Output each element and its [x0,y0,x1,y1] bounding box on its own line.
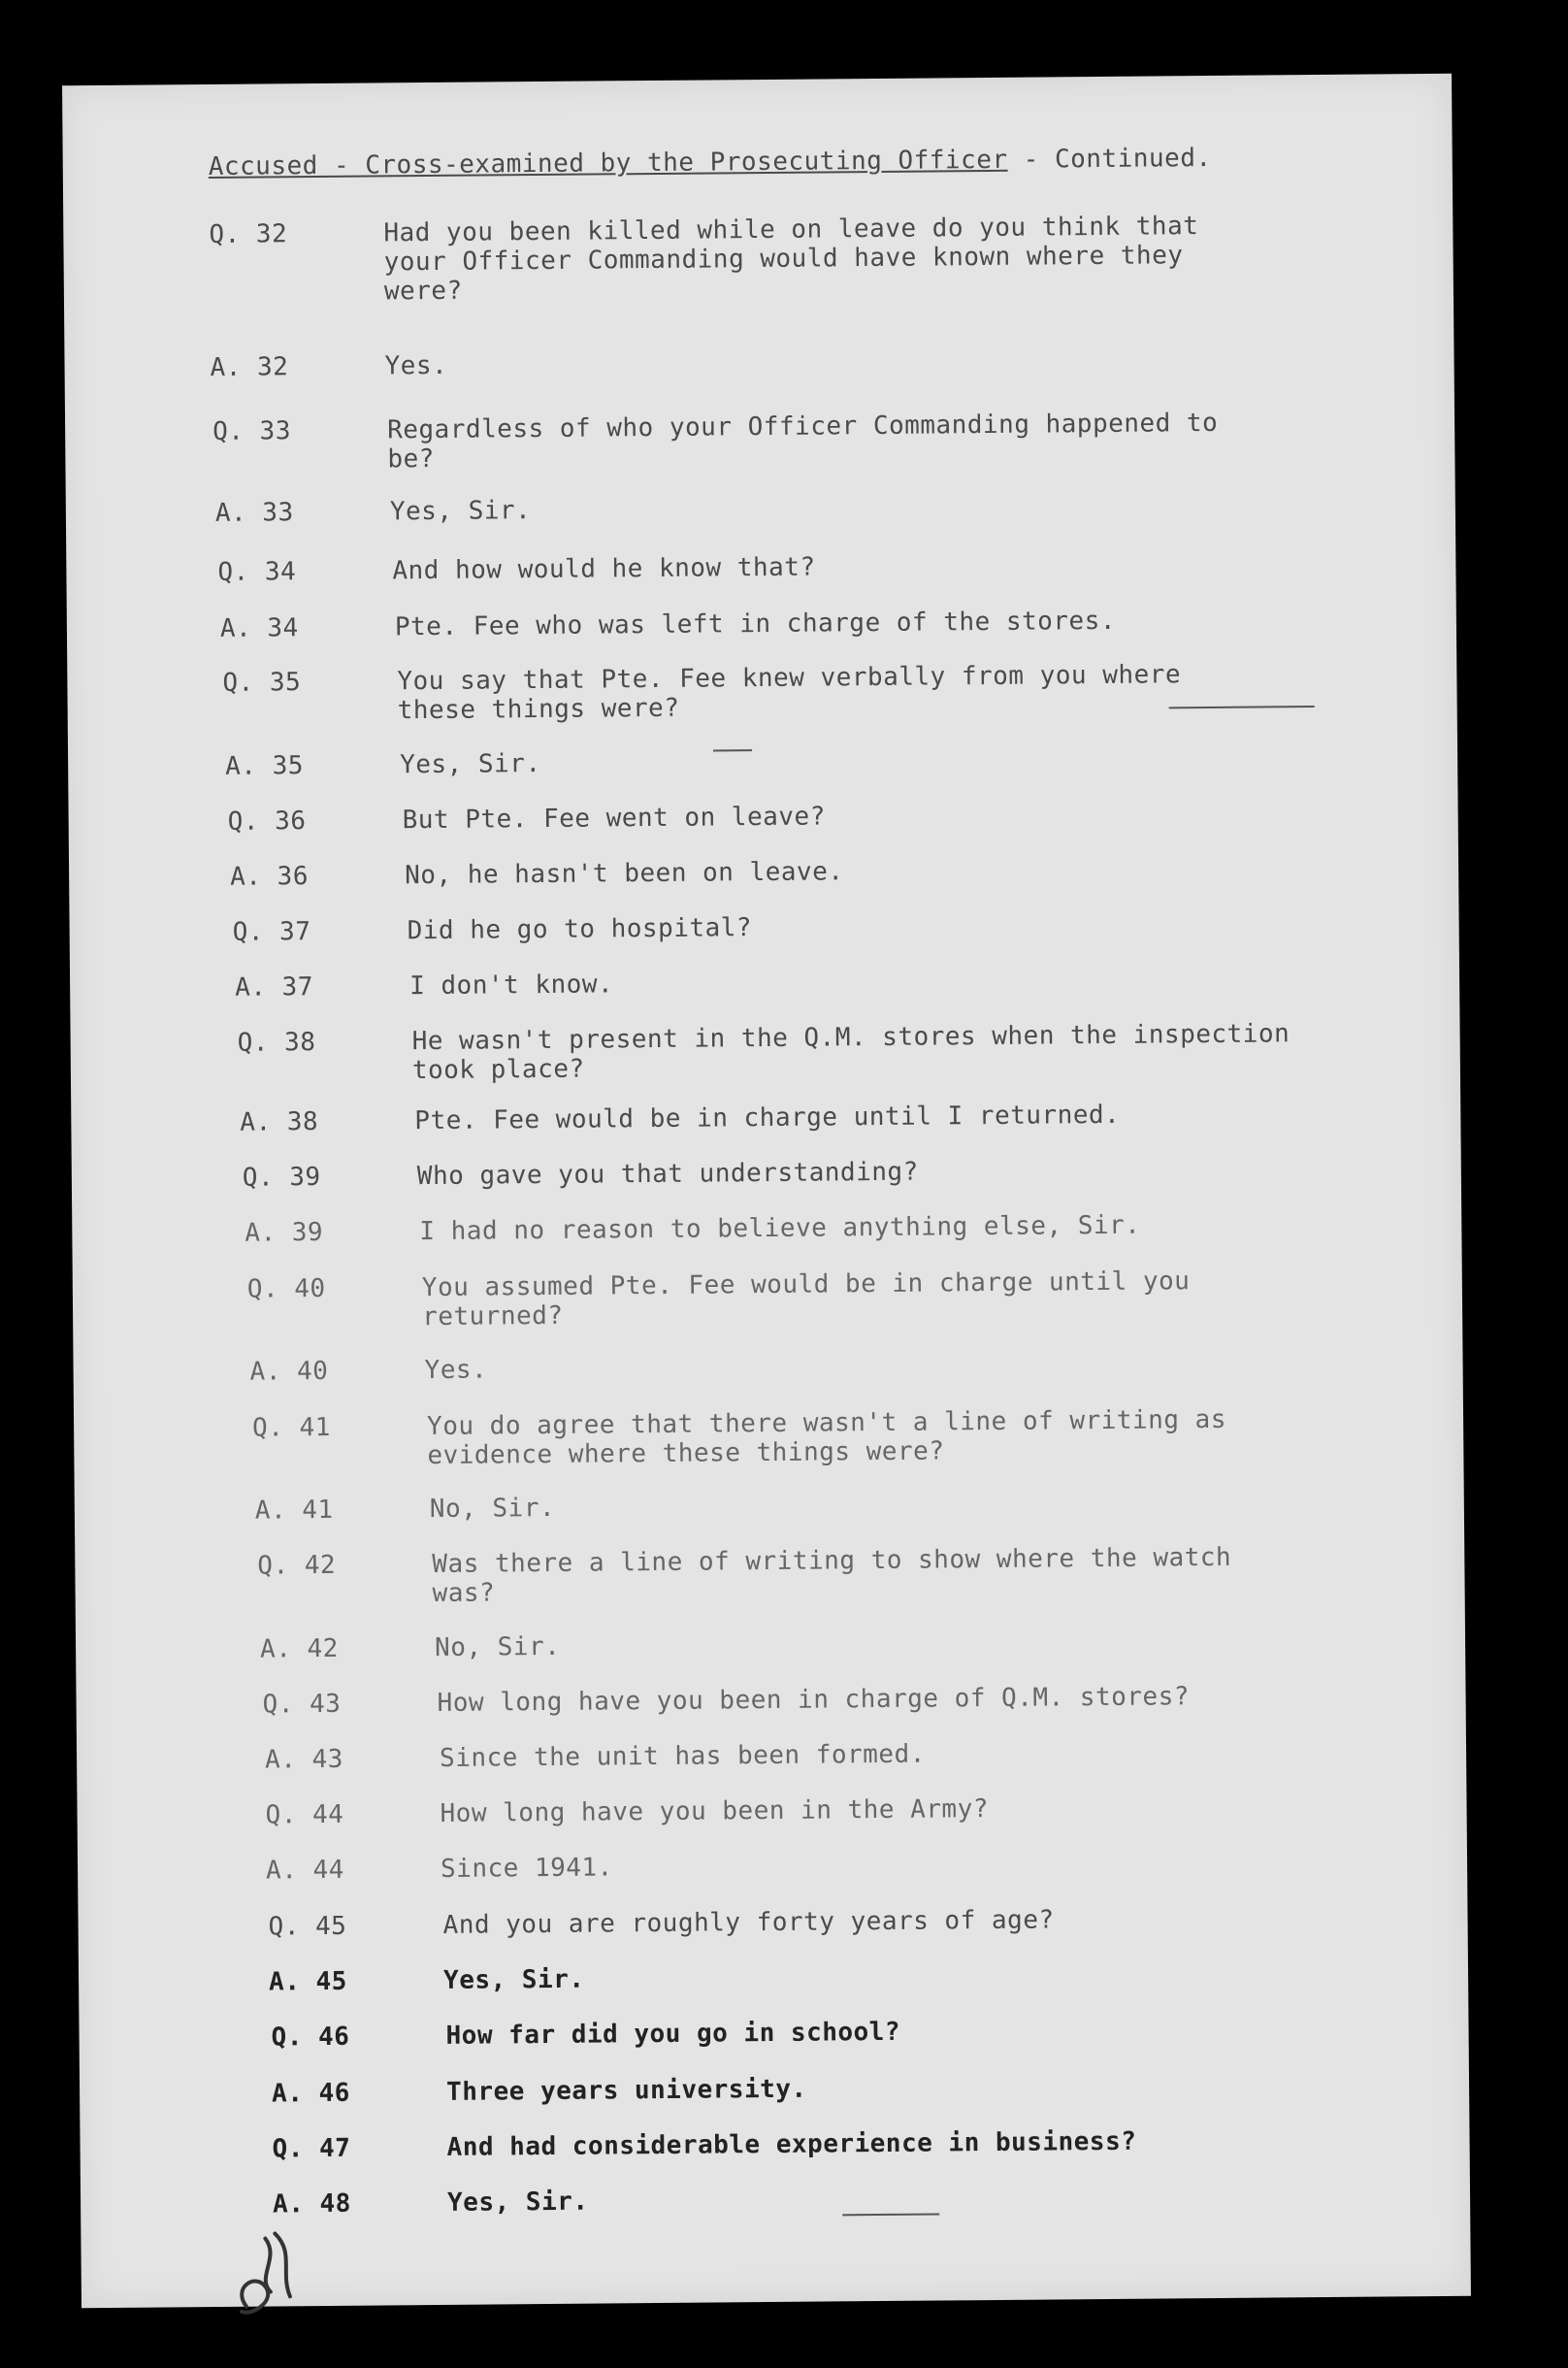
qa-entry [255,1486,1400,1525]
qa-label: A. 46 [271,2078,351,2109]
qa-label: A. 43 [264,1744,344,1775]
qa-text: He wasn't present in the Q.M. stores when the inspection took place? [411,1019,1290,1086]
header-suffix: - Continued. [1023,143,1212,175]
qa-entry [212,408,1357,476]
qa-entry [265,1791,1410,1829]
qa-label: Q. 41 [251,1412,332,1443]
qa-entry [233,907,1378,946]
qa-label: A. 38 [240,1107,319,1137]
qa-text: I had no reason to believe anything else, Sir. [419,1210,1141,1247]
qa-entry [243,1153,1388,1192]
qa-entry [240,1098,1385,1136]
qa-label: A. 41 [254,1495,334,1526]
qa-label: Q. 34 [217,557,297,587]
qa-label: Q. 43 [262,1689,342,1720]
qa-entry [225,742,1370,781]
handwritten-initials [226,2219,305,2326]
qa-entry [265,1735,1410,1774]
qa-text: Regardless of who your Officer Commanding happened to be? [387,408,1219,475]
page-header [209,144,1212,181]
qa-entry [209,211,1355,308]
qa-text: No, Sir. [429,1493,556,1525]
qa-label: A. 36 [230,862,310,892]
qa-label: A. 34 [219,613,299,643]
pen-mark [842,2213,939,2216]
qa-text: No, he hasn't been on leave. [405,857,844,891]
qa-entry [249,1347,1394,1386]
qa-entry [268,1902,1413,1941]
qa-label: Q. 47 [272,2133,351,2164]
qa-label: Q. 42 [257,1550,337,1581]
qa-text: And how would he know that? [392,552,816,586]
qa-label: Q. 36 [227,806,307,837]
qa-entry [269,1957,1414,1996]
qa-label: Q. 37 [232,917,311,947]
qa-entry [235,963,1380,1002]
qa-label: A. 45 [268,1966,348,1997]
qa-label: Q. 32 [209,219,288,249]
qa-label: Q. 44 [265,1799,344,1830]
qa-text: How far did you go in school? [445,2017,901,2051]
qa-label: A. 48 [272,2188,352,2220]
qa-entry [220,605,1365,643]
qa-label: Q. 45 [268,1911,347,1942]
qa-entry [272,2124,1417,2163]
qa-text: Three years university. [445,2074,807,2107]
qa-text: Was there a line of writing to show where the watch was? [432,1542,1232,1609]
qa-label: A. 35 [225,751,305,781]
qa-text: Yes. [384,350,448,381]
qa-entry [230,853,1375,892]
qa-label: A. 44 [265,1855,345,1886]
qa-text: Since the unit has been formed. [439,1739,926,1773]
qa-text: Yes. [424,1355,488,1386]
qa-entry [222,659,1367,727]
qa-text: No, Sir. [434,1631,561,1663]
qa-text: And had considerable experience in business? [446,2126,1137,2162]
qa-label: Q. 46 [271,2022,350,2053]
qa-text: Had you been killed while on leave do you think that your Officer Commanding would have known where they were? [383,212,1199,307]
qa-text: And you are roughly forty years of age? [442,1905,1055,1940]
qa-label: A. 40 [249,1356,329,1387]
qa-text: You say that Pte. Fee knew verbally from you where these things were? [397,660,1182,726]
qa-label: Q. 40 [246,1273,326,1304]
qa-text: You do agree that there wasn't a line of writing as evidence where these things were? [426,1404,1227,1471]
header-title: Accused - Cross-examined by the Prosecuting Officer [208,145,1008,181]
qa-text: How long have you been in charge of Q.M. stores? [437,1682,1191,1718]
qa-label: Q. 33 [212,416,292,446]
pen-mark [713,749,752,751]
qa-entry [252,1403,1397,1471]
qa-text: You assumed Pte. Fee would be in charge until you returned? [421,1266,1191,1332]
qa-entry [215,489,1360,528]
qa-label: A. 37 [235,972,314,1003]
qa-label: Q. 35 [222,668,302,698]
qa-text: How long have you been in the Army? [440,1794,990,1828]
qa-text: Yes, Sir. [400,749,541,780]
qa-text: Yes, Sir. [389,496,532,527]
qa-entry [262,1680,1407,1719]
qa-text: Since 1941. [440,1853,613,1884]
qa-text: Who gave you that understanding? [416,1157,919,1192]
qa-label: A. 42 [259,1633,340,1664]
qa-entry [271,2013,1416,2052]
qa-entry [260,1625,1405,1663]
qa-entry [257,1541,1402,1609]
qa-entry [238,1018,1383,1086]
qa-text: Pte. Fee who was left in charge of the stores. [394,606,1117,642]
qa-label: A. 33 [214,498,294,528]
qa-text: Yes, Sir. [442,1964,585,1995]
qa-text: Pte. Fee would be in charge until I returned. [414,1100,1121,1136]
qa-label: Q. 38 [237,1028,316,1058]
qa-entry [247,1265,1392,1332]
qa-entry [228,798,1373,837]
qa-transcript [209,211,1373,2220]
qa-entry [217,548,1362,587]
qa-text: I don't know. [409,970,614,1002]
qa-label: Q. 39 [242,1163,321,1193]
qa-entry [266,1846,1411,1885]
paper-sheet [62,74,1471,2308]
qa-label: A. 39 [245,1217,324,1248]
qa-entry [245,1208,1389,1247]
qa-text: Did he go to hospital? [407,913,753,946]
qa-text: Yes, Sir. [446,2187,589,2218]
qa-label: A. 32 [210,352,289,382]
qa-entry [272,2069,1417,2108]
qa-text: But Pte. Fee went on leave? [402,802,826,836]
qa-entry [210,344,1355,382]
